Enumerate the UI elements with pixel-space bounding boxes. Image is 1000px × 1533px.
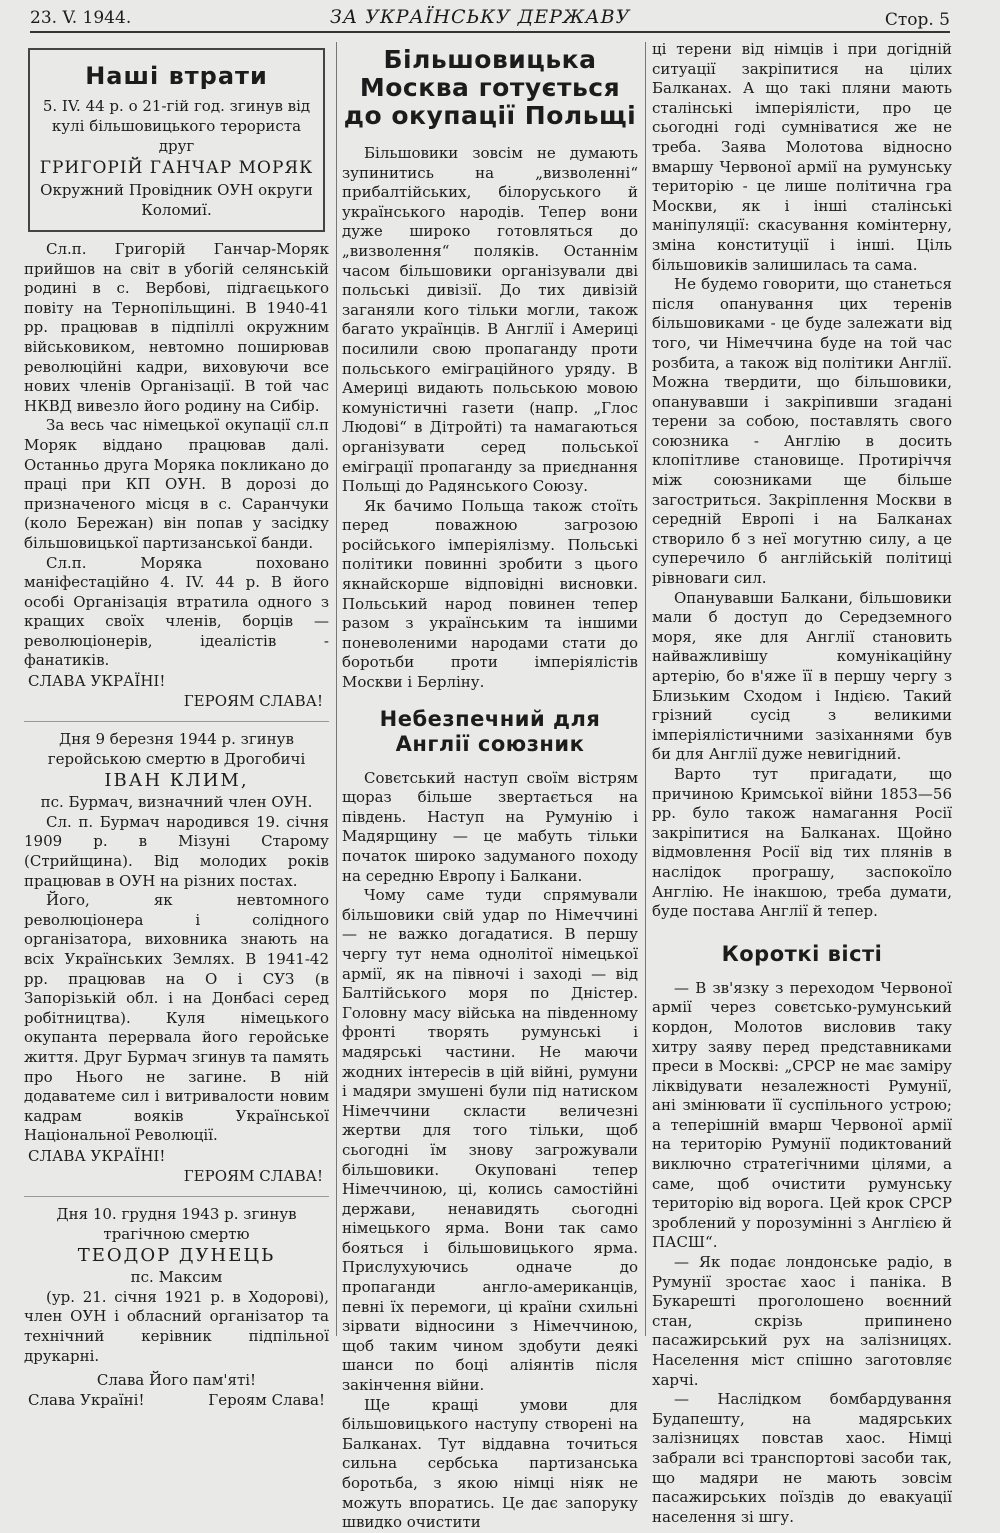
box-title: Наші втрати bbox=[85, 62, 268, 90]
issue-date: 23. V. 1944. bbox=[30, 8, 132, 28]
column-continuation-news bbox=[652, 40, 952, 1526]
slogan-slava: Слава Україні! bbox=[28, 1391, 145, 1410]
obituary-intro: Дня 9 березня 1944 р. згинув геройською смертю в Дрогобичі bbox=[47, 730, 306, 768]
deceased-name: ІВАН КЛИМ, bbox=[104, 770, 249, 792]
obituary-paragraph: (ур. 21. січня 1921 р. в Ходорові), член ОУН і обласний організатор та технічний керівник підпільної друкарні. bbox=[24, 1287, 329, 1365]
article-paragraph: Варто тут пригадати, що причиною Кримської війни 1853—56 рр. було також намагання Росії закріпитися на Балканах. Щойно відмовлення Росії від тих плянів в наслідок програшу, заспокоїло Англію. Не інакшою, треба думати, буде постава Англії й тепер. bbox=[652, 764, 952, 921]
column-articles bbox=[342, 40, 638, 1532]
news-item: — Як подає лондонське радіо, в Румунії зростає хаос і паніка. В Букарешті проголошено воєнний стан, скрізь припинено пасажирський рух на залізницях. Населення міст спішно заготовляє харчі. bbox=[652, 1253, 952, 1389]
slogan-geroiam: ГЕРОЯМ СЛАВА! bbox=[183, 692, 323, 711]
article-paragraph: Більшовики зовсім не думають зупинитись на „визволенні“ прибалтійських, білоруського й українського народів. Тепер вони дуже широко готовляться до „визволення“ поляків. Останнім часом більшовики організували дві польські дивізії. До тих дивізій заганяли кого тільки могли, також багато українців. В Англії і Америці посилили свою пропаганду проти польського еміграційного уряду. В Америці видають польською мовою комуністичні газети (напр. „Глос Людові“ в Дітройті) та намагаються організувати серед польської еміграції пропаганду за приєднання Польщі до Радянського Союзу. bbox=[342, 144, 638, 496]
news-item: — В зв'язку з переходом Червоної армії через совєтсько-румунський кордон, Молотов висловив таку хитру заяву перед представниками преси в Москві: „СРСР не має заміру ліквідувати незалежності Румунії, ані змінювати її суспільного устрою; а теперішній вмарш Червоної армії на територію Румунії подиктований виключно стратегічними цілями, а саме, щоб очистити румунську територію від ворога. Цей крок СРСР зроблений у порозумінні з Англією й ПАСШ“. bbox=[652, 978, 952, 1252]
closing-slogans bbox=[24, 1390, 329, 1410]
slogan-slava: СЛАВА УКРАЇНІ! bbox=[28, 1146, 166, 1165]
slogan-slava: СЛАВА УКРАЇНІ! bbox=[28, 672, 166, 691]
obituary-paragraph: Сл.п. Моряка поховано маніфестаційно 4. IV. 44 р. В його особі Організація втратила одного з кращих своїх членів, борців — революціонерів, ідеалістів - фанатиків. bbox=[24, 553, 329, 670]
article-paragraph: Як бачимо Польща також стоїть перед поважною загрозою російського імперіялізму. Польські політики повинні зробити з цього якнайскорше відповідні висновки. Польський народ повинен тепер разом з українським та іншими поневоленими народами стати до боротьби проти імперіялістів Москви і Берліну. bbox=[342, 496, 638, 692]
article-headline: Більшовицька Москва готується до окупації Польщі bbox=[343, 45, 637, 130]
article-paragraph: Ще кращі умови для більшовицького наступу створені на Балканах. Тут віддавна точиться сильна сербська партизанська боротьба, з якою німці ніяк не можуть впоратись. Це дає запоруку швидко очистити bbox=[342, 1395, 638, 1532]
column-divider bbox=[645, 42, 646, 1336]
header-rule bbox=[30, 31, 950, 33]
obituary-box bbox=[28, 48, 325, 232]
box-line: 5. IV. 44 р. о 21-гій год. згинув від кулі більшовицького терориста друг bbox=[42, 97, 311, 155]
news-item: — Наслідком бомбардування Будапешту, на мадярських залізницях повстав хаос. Німці забрали всі транспортові засоби так, що мадяри не мають зовсім пасажирських поїздів до евакуації населення зі шгу. bbox=[652, 1390, 952, 1526]
slogan-memory: Слава Його пам'яті! bbox=[96, 1371, 257, 1390]
article-paragraph: Опанувавши Балкани, більшовики мали б доступ до Середземного моря, яке для Англії становить найважливішу комунікаційну артерію, бо в'яже її в першу чергу з Близьким Сходом і Індією. Такий грізний сусід з великими імперіялістичними зазіханнями був би для Англії дуже невигідний. bbox=[652, 588, 952, 764]
page-number: Стор. 5 bbox=[884, 10, 950, 30]
newspaper-title: ЗА УКРАЇНСЬКУ ДЕРЖАВУ bbox=[330, 6, 631, 28]
article-paragraph: ці терени від німців і при догідній ситуації закріпитися на цілих Балканах. А що такі пляни мають сталінські імперіялісти, про це сьогодні годі сумніватися же не треба. Заява Молотова відносно вмаршу Червоної армії на румунську територію - це лише політична гра Москви, як і інші сталінські маніпуляції: скасування комінтерну, зміна конституції і інші. Ціль більшовиків залишилась та сама. bbox=[652, 40, 952, 274]
column-divider bbox=[336, 42, 337, 1336]
deceased-name: ТЕОДОР ДУНЕЦЬ bbox=[77, 1245, 276, 1267]
obituary-intro: Дня 10. грудня 1943 р. згинув трагічною смертю bbox=[56, 1204, 297, 1243]
deceased-role: Окружний Провідник ОУН округи Коломиї. bbox=[40, 181, 313, 219]
deceased-name: ГРИГОРІЙ ГАНЧАР МОРЯК bbox=[39, 158, 314, 178]
obituary-paragraph: Його, як невтомного революціонера і солідного організатора, виховника знають на всіх Українських Землях. В 1941-42 рр. працював на О і СУЗ (в Запорізькій обл. і на Донбасі серед робітництва). Куля німецького окупанта перервала його геройське життя. Друг Бурмач згинув та память про Нього не загине. В ній додаватеме сил і витривалости новим кадрам вояків Української Національної Революції. bbox=[24, 891, 329, 1145]
obituary-paragraph: За весь час німецької окупації сл.п Моряк віддано працював далі. Останньо друга Моряка покликано до праці при КП ОУН. В дорозі до призначеного місця в с. Саранчуки (коло Бережан) він попав у засідку більшовицької партизанської банди. bbox=[24, 416, 329, 552]
slogan-geroiam: Героям Слава! bbox=[208, 1391, 325, 1410]
news-headline: Короткі вісті bbox=[721, 941, 883, 966]
obituary-paragraph: Сл.п. Григорій Ганчар-Моряк прийшов на світ в убогій селянській родині в с. Вербові, підгаєцького повіту на Тернопільщині. В 1940-41 рр. працював в підпіллі окружним військовиком, невтомно поширював революційні кадри, виховуючи все нових членів Організації. В той час НКВД вивезло його родину на Сибір. bbox=[24, 240, 329, 415]
article-paragraph: Совєтський наступ своїм вістрям щораз більше звертається на південь. Наступ на Румунію і Мадярщину — це мабуть тільки початок широко задуманого походу на середню Европу і Балкани. bbox=[342, 768, 638, 885]
deceased-alias: пс. Максим bbox=[130, 1268, 223, 1287]
article-headline: Небезпечний для Англії союзник bbox=[379, 706, 601, 756]
obituary-paragraph: Сл. п. Бурмач народився 19. січня 1909 р. в Мізуні Старому (Стрийщина). Від молодих років працював в ОУН на різних постах. bbox=[24, 812, 329, 890]
section-divider bbox=[24, 1196, 329, 1197]
article-paragraph: Не будемо говорити, що станеться після опанування цих теренів більшовиками - це буде залежати від того, чи Німеччина буде на той час розбита, а також від політики Англії. Можна твердити, що більшовики, опанувавши і закріпивши згадані терени за собою, поставлять свого союзника - Англію в досить клопітливе становище. Протиріччя між союзниками ще більше загостриться. Закріплення Москви в середній Европі і на Балканах створило б з неї могутню силу, а це суперечило б англійській політиці рівноваги сил. bbox=[652, 275, 952, 588]
page-header bbox=[30, 4, 950, 30]
article-paragraph: Чому саме туди спрямували більшовики свій удар по Німеччині — не важко догадатися. В першу чергу тут нема однолітої німецької армії, як на півночі і заході — від Балтійського моря по Дністер. Головну масу війська на південному фронті творять румунські і мадярські частини. Не маючи жодних інтересів в цій війні, румуни і мадяри змушені були під натиском Німеччини скласти величезні жертви для того тільки, щоб сьогодні їм знову загрожували більшовики. Окуповані тепер Німеччиною, ці, колись самостійні держави, ненавидять сьогодні німецького ярма. Вони так само бояться і більшовицького ярма. Прислухуючись одначе до пропаганди англо-американців, певні їх перемоги, ці країни схильні зірвати відносини з Німеччиною, щоб таким чином здобути деякі шанси по боці аліянтів після закінчення війни. bbox=[342, 886, 638, 1395]
deceased-role: пс. Бурмач, визначний член ОУН. bbox=[40, 793, 313, 812]
section-divider bbox=[24, 721, 329, 722]
slogan-geroiam: ГЕРОЯМ СЛАВА! bbox=[183, 1166, 323, 1185]
column-obituaries bbox=[24, 40, 329, 1410]
